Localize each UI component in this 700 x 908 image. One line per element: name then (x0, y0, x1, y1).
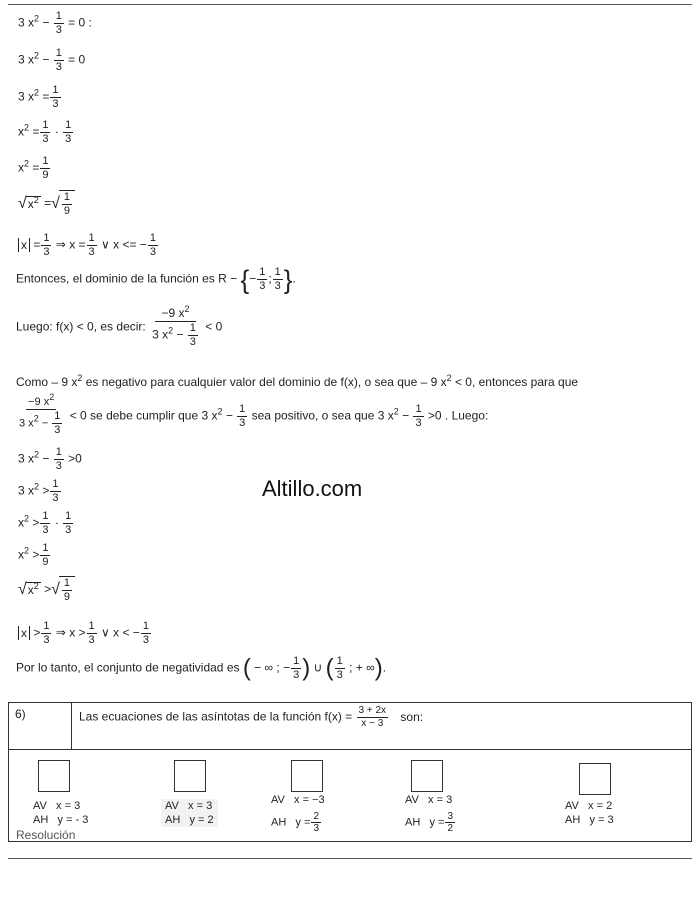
option-5: AV x = 2 AH y = 3 (565, 800, 614, 826)
option-5-checkbox[interactable] (579, 763, 611, 795)
ineq-line-1: 3 $x^2$ − $\frac{1}{3}$ >0 (18, 446, 82, 472)
option-2: AV x = 3 AH y = 2 (161, 799, 218, 827)
eq-line-4: $x^2$ = $\frac{1}{3}$ · $\frac{1}{3}$ (18, 119, 72, 145)
option-1-checkbox[interactable] (38, 760, 70, 792)
ineq-line-2: 3 $x^2$ > $\frac{1}{3}$ (18, 478, 59, 504)
question-number: 6) (15, 707, 26, 721)
eq-line-2: 3 $x^2$ − $\frac{1}{3}$ = 0 (18, 47, 86, 73)
domain-statement: Entonces, el dominio de la función es R − {− $\frac{1}{3}$ ; $\frac{1}{3}$ }. (16, 264, 296, 295)
ineq-line-5: √ $x^2$ > √ $\frac{1}{9}$ (18, 576, 75, 604)
eq-line-5: $x^2$ = $\frac{1}{9}$ (18, 155, 49, 181)
eq-line-6: √ $x^2$ = √ $\frac{1}{9}$ (18, 190, 75, 218)
option-4: AV x = 3 AH y = $\frac{3}{2}$ (405, 794, 453, 834)
watermark: Altillo.com (262, 476, 363, 501)
option-4-checkbox[interactable] (411, 760, 443, 792)
option-3-checkbox[interactable] (291, 760, 323, 792)
eq-line-1: 3 $x^2$ − $\frac{1}{3}$ = 0 : (18, 10, 92, 36)
question-6-box (8, 702, 692, 842)
option-1: AV x = 3 AH y = - 3 (33, 800, 89, 826)
option-3: AV x = −3 AH y = $\frac{2}{3}$ (271, 794, 325, 834)
ineq-line-3: $x^2$ > $\frac{1}{3}$ · $\frac{1}{3}$ (18, 510, 72, 536)
eq-line-3: 3 $x^2$ = $\frac{1}{3}$ (18, 84, 59, 110)
negativity-set: Por lo tanto, el conjunto de negatividad es ( − ∞ ; − $\frac{1}{3}$ ) ∪ ( $\frac{1}{3}$ ; + ∞). (16, 654, 387, 682)
option-2-checkbox[interactable] (174, 760, 206, 792)
bottom-rule (8, 858, 692, 859)
top-rule (8, 4, 692, 5)
ineq-line-6: x > $\frac{1}{3}$ ⇒ x > $\frac{1}{3}$ ∨ x < − $\frac{1}{3}$ (18, 620, 152, 647)
question-separator (9, 749, 691, 750)
resolucion-label: Resolución (16, 828, 76, 842)
eq-line-7: x = $\frac{1}{3}$ ⇒ x = $\frac{1}{3}$ ∨ x <= − $\frac{1}{3}$ (18, 232, 159, 259)
question-divider (71, 703, 72, 749)
como-statement: Como – 9 $x^2$ es negativo para cualquier valor del dominio de f(x), o sea que – 9 $x^2 < 0$, entonces para que (16, 373, 579, 389)
luego-statement: Luego: f(x) < 0, es decir: −9 $x^2$ 3 $x^2$ − $\frac{1}{3}$ < 0 (16, 304, 223, 348)
condition-statement: −9 $x^2$ 3 $x^2$ − $\frac{1}{3}$ < 0 se debe cumplir que 3 $x^2$ − $\frac{1}{3}$ sea positivo, o sea que 3 $x^2$ − $\frac{1}{3}$ >0 . Luego: (19, 392, 489, 436)
question-text: Las ecuaciones de las asíntotas de la función f(x) = $\frac{3 + 2x}{x - 3}$ son: (79, 705, 424, 729)
ineq-line-4: $x^2$ > $\frac{1}{9}$ (18, 542, 49, 568)
